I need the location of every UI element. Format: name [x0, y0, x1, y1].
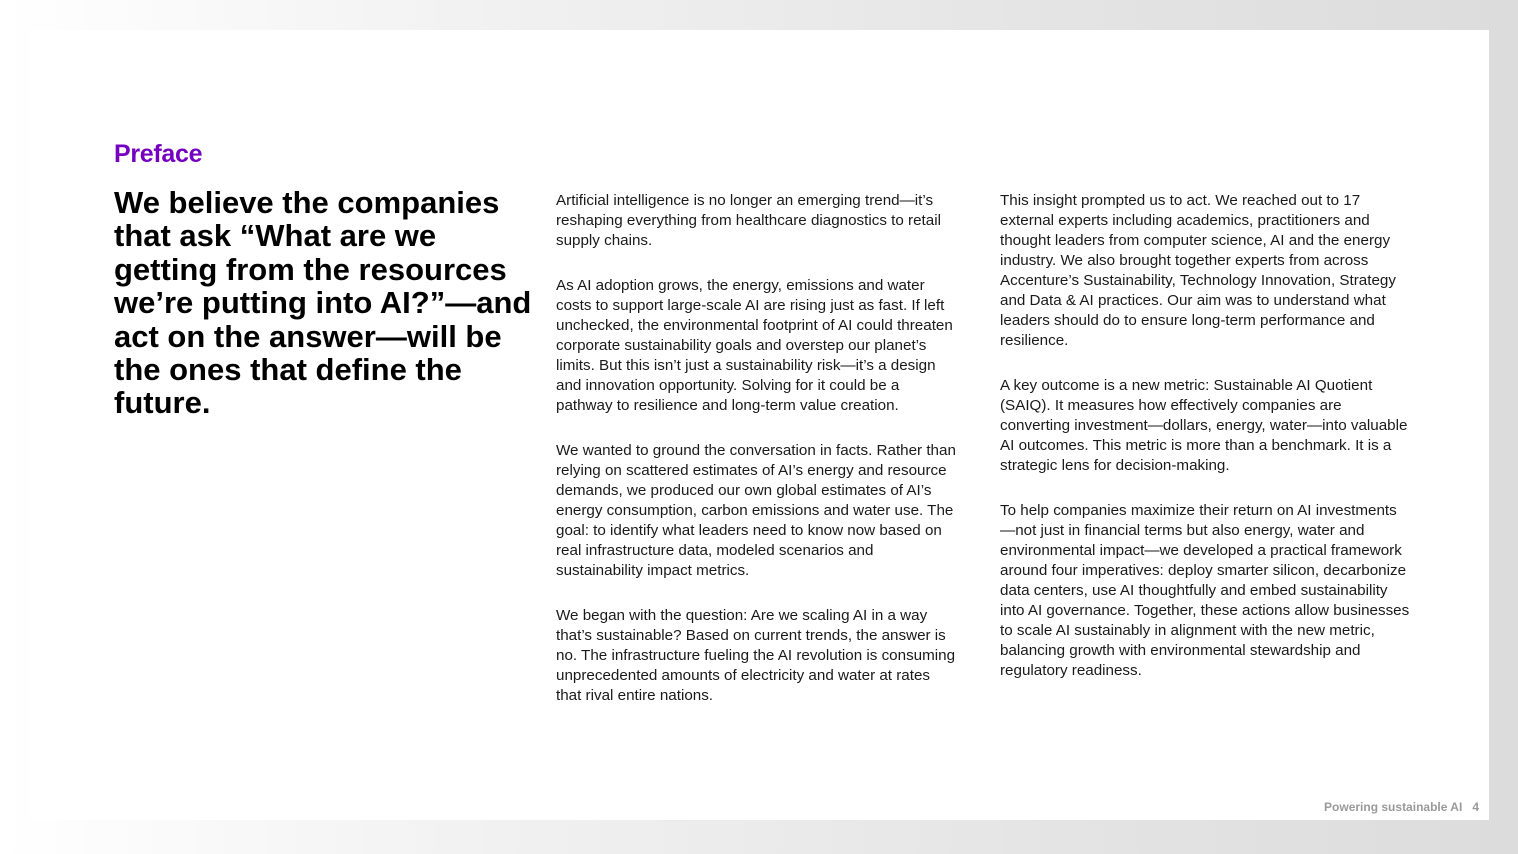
paragraph: This insight prompted us to act. We reached out to 17 external experts including academics, practitioners and thought leaders from computer science, AI and the energy industry. We also brought together experts from across Accenture’s Sustainability, Technology Innovation, Strategy and Data & AI practices. Our aim was to understand what leaders should do to ensure long-term performance and resilience. [1000, 192, 1396, 349]
paragraph: We began with the question: Are we scaling AI in a way that’s sustainable? Based on current trends, the answer is no. The infrastructure fueling the AI revolution is consuming unprecedented amounts of electricity and water at rates that rival entire nations. [556, 607, 956, 704]
footer-title: Powering sustainable AI [1324, 800, 1463, 814]
page-number: 4 [1472, 800, 1479, 814]
section-label: Preface [114, 140, 203, 168]
paragraph: To help companies maximize their return on AI investments—not just in financial terms but also energy, water and environmental impact—we developed a practical framework around four imperatives: deploy smarter silicon, decarbonize data centers, use AI thoughtfully and embed sustainability into AI governance. Together, these actions allow businesses to scale AI sustainably in alignment with the new metric, balancing growth with environmental stewardship and regulatory readiness. [1000, 502, 1410, 679]
paragraph: As AI adoption grows, the energy, emissions and water costs to support large-scale AI are rising just as fast. If left unchecked, the environmental footprint of AI could threaten corporate sustainability goals and overstep our planet’s limits. But this isn’t just a sustainability risk—it’s a design and innovation opportunity. Solving for it could be a pathway to resilience and long-term value creation. [556, 277, 953, 414]
body-column-left [556, 191, 956, 731]
body-column-right [1000, 191, 1410, 706]
paragraph: Artificial intelligence is no longer an emerging trend—it’s reshaping everything from healthcare diagnostics to retail supply chains. [556, 192, 941, 249]
document-page [30, 30, 1489, 820]
page-footer [1324, 800, 1479, 814]
headline: We believe the companies that ask “What are we getting from the resources we’re putting into AI?”—and act on the answer—will be the ones that define the future. [114, 185, 532, 421]
paragraph: A key outcome is a new metric: Sustainable AI Quotient (SAIQ). It measures how effectively companies are converting investment—dollars, energy, water—into valuable AI outcomes. This metric is more than a benchmark. It is a strategic lens for decision-making. [1000, 377, 1408, 474]
paragraph: We wanted to ground the conversation in facts. Rather than relying on scattered estimates of AI’s energy and resource demands, we produced our own global estimates of AI’s energy consumption, carbon emissions and water use. The goal: to identify what leaders need to know now based on real infrastructure data, modeled scenarios and sustainability impact metrics. [556, 442, 956, 579]
